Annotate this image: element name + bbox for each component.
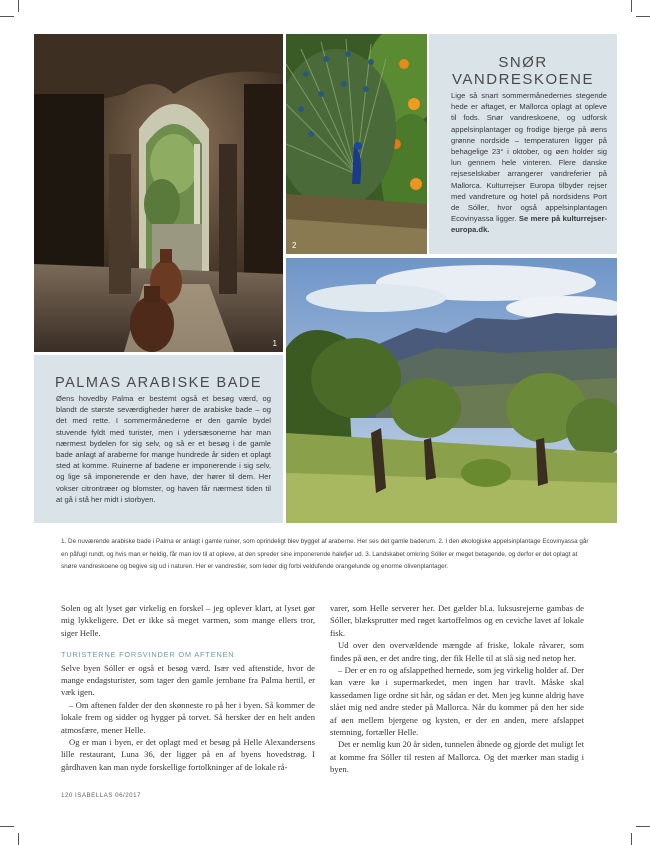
article-paragraph: Solen og alt lyset gør virkelig en forskel – jeg oplever klart, at lyset gør mig lykkeligere. Det er ikke så meget varmen, som mange ellers tror, siger Helle.	[61, 603, 315, 638]
box-title-line: SNØR	[498, 54, 548, 71]
box-text: Lige så snart sommermånedernes stegende hede er aftaget, er Mallorca oplagt at opleve til fods. Snør vandreskoene, og udforsk appelsinplantager og frodige bjerge på øens grønne nordside – temperaturen ligger på behagelige 23° i oktober, og øen holder sig lun gennem hele vinteren. Flere danske rejseselskaber arrangerer vandreferier på Mallorca. Kulturrejser Europa tilbyder rejser med vandreture og hotel på nordsidens Port de Sóller, hvor også appelsinplantagen Ecovinyassa ligger.	[451, 91, 607, 224]
crop-mark	[636, 826, 650, 827]
article-paragraph: – Om aftenen falder der den skønneste ro på her i byen. Så kommer de lokale frem og sidder og hygger på torvet. Så hersker der en helt anden atmosfære, mener Helle.	[61, 699, 315, 735]
article-paragraph: Og er man i byen, er det oplagt med et besøg på Helle Alexandersens lille restaurant, Luna 36, der ligger på en af byens hovedstrøg. I gårdhaven kan man nyde forskellige fortolkninger af de lokale rå-	[61, 737, 315, 772]
article-paragraph: – Der er en ro og afslappethed hernede, som jeg virkelig holder af. Der kan være kø i supermarkedet, men ingen har travlt. Måske skal kassedamen lige ordne sit hår, og sådan er det. Men jeg kunne aldrig have slået mig ned andre steder på Mallorca. Når du kommer på den her side af øen mellem bjergene og kysten, er der en anden, mere afslappet stemning, fortæller Helle.	[330, 665, 584, 738]
article-paragraph: Det er nemlig kun 20 år siden, tunnelen åbnede og gjorde det muligt let at komme fra Sóller til resten af Mallorca. Og det mærker man stadig i byen.	[330, 739, 584, 775]
box-title-line: VANDRESKOENE	[452, 71, 594, 88]
box-body: Øens hovedby Palma er bestemt også et besøg værd, og blandt de største seværdigheder hører de arabiske bade – og det med rette. I sommermånederne er den gamle bydel stuvende fyldt med turister, men i ydersæsonerne har man nærmest bydelen for sig selv, og så er et besøg i de gamle bade anlagt af araberne for mange hundrede år siden et oplagt sted at komme. Ruinerne af badene er imponerende i sig selv, og lige så imponerende er den have, der hører til dem. Her vokser citrontræer og blomster, og haven får nærmest tiden til at gå i stå her midt i storbyen.	[56, 394, 271, 504]
box-body	[451, 90, 607, 236]
crop-mark	[631, 833, 632, 845]
crop-mark	[18, 0, 19, 12]
crop-mark	[18, 833, 19, 845]
caption-number: 3.	[365, 550, 371, 558]
crop-mark	[636, 16, 650, 17]
box-title: PALMAS ARABISKE BADE	[54, 375, 263, 391]
photo-number: 2	[292, 241, 297, 250]
page-folio: 120 ISABELLAS 06/2017	[61, 792, 141, 799]
photo-peacock	[286, 34, 427, 254]
box-title	[429, 54, 617, 88]
photo-number: 1	[272, 339, 277, 348]
crop-mark	[0, 16, 14, 17]
caption-text: De nuværende arabiske bade i Palma er anlagt i gamle ruiner, som oprindeligt blev bygget af araberne. Her ses det gamle baderum.	[68, 538, 437, 545]
caption-number: 1.	[61, 538, 67, 545]
article-column-left	[61, 602, 315, 773]
article-subheading: TURISTERNE FORSVINDER OM AFTENEN	[61, 650, 235, 660]
box-link[interactable]: Se mere på kulturrejser-europa.dk.	[451, 214, 607, 235]
crop-mark	[0, 826, 14, 827]
photo-captions	[61, 536, 591, 574]
photo-soller-landscape	[286, 258, 617, 523]
caption-text: I den økologiske appelsinplantage Ecovinyassa går en påfugl rundt, og hvis man er heldig, får man lov til at opleve, at den spreder sine imponerende halefjer ud.	[61, 538, 589, 558]
caption-text: Landskabet omkring Sóller er meget betagende, og derfor er det oplagt at snøre vandreskoene og begive sig ud i naturen. Her er vandrestier, som leder dig forbi veldufende orangelunde og enorme olivenplantager.	[61, 550, 578, 571]
crop-mark	[631, 0, 632, 12]
article-paragraph: Selve byen Sóller er også et besøg værd. Især ved aftenstide, hvor de mange endagsturister, som tager den gamle jernbane fra Palma hertil, er væk igen.	[61, 662, 315, 698]
article-paragraph: varer, som Helle serverer her. Det gælder bl.a. luksusrejerne gambas de Sóller, blæksprutter med røget kartoffelmos og en ceviche lavet af lokale fisk.	[330, 603, 584, 638]
info-box-baths	[34, 355, 283, 523]
info-box-hiking	[429, 34, 617, 254]
article-paragraph: Ud over den overvældende mængde af friske, lokale råvarer, som findes på øen, er det andre ting, der fik Helle til at slå sig ned netop her.	[330, 640, 584, 663]
caption-number: 2.	[438, 538, 444, 545]
article-column-right	[330, 602, 584, 776]
photo-arabic-baths	[34, 34, 283, 352]
